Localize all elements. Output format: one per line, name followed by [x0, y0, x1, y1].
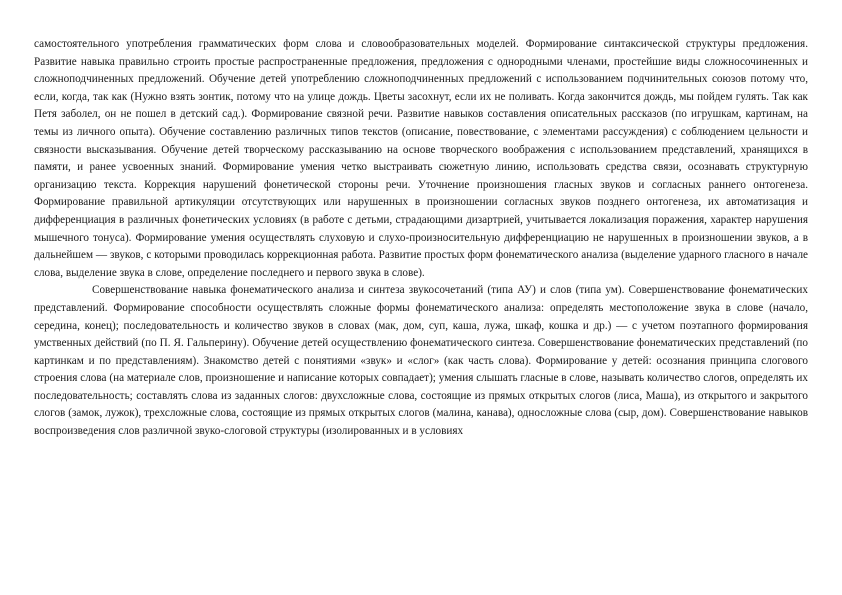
paragraph-1: самостоятельного употребления грамматических форм слова и словообразовательных моделей. Формирование синтаксической структуры предложения. Развитие навыка правильно строить простые распространенные предложения, предложения с однородными членами, простейшие виды сложносочиненных и сложноподчиненных предложений. Обучение детей употреблению сложноподчиненных предложений с использованием подчинительных союзов потому что, если, когда, так как (Нужно взять зонтик, потому что на улице дождь. Цветы засохнут, если их не поливать. Когда закончится дождь, мы пойдем гулять. Так как Петя заболел, он не пошел в детский сад.). Формирование связной речи. Развитие навыков составления описательных рассказов (по игрушкам, картинам, на темы из личного опыта). Обучение составлению различных типов текстов (описание, повествование, с элементами рассуждения) с соблюдением цельности и связности высказывания. Обучение детей творческому рассказыванию на основе творческого воображения с использованием представлений, хранящихся в памяти, и ранее усвоенных знаний. Формирование умения четко выстраивать сюжетную линию, использовать средства связи, осознавать структурную организацию текста. Коррекция нарушений фонетической стороны речи. Уточнение произношения гласных звуков и согласных раннего онтогенеза. Формирование правильной артикуляции отсутствующих или нарушенных в произношении согласных звуков позднего онтогенеза, их автоматизация и дифференциация в различных фонетических условиях (в работе с детьми, страдающими дизартрией, учитывается локализация поражения, характер нарушения мышечного тонуса). Формирование умения осуществлять слуховую и слухо-произносительную дифференциацию не нарушенных в произношении звуков, а в дальнейшем — звуков, с которыми проводилась коррекционная работа. Развитие простых форм фонематического анализа (выделение ударного гласного в начале слова, выделение звука в слове, определение последнего и первого звука в слове). — [34, 38, 808, 279]
document-page — [34, 36, 808, 441]
paragraph-2: Совершенствование навыка фонематического анализа и синтеза звукосочетаний (типа АУ) и слов (типа ум). Совершенствование фонематических представлений. Формирование способности осуществлять сложные формы фонематического анализа: определять местоположение звука в слове (начало, середина, конец); последовательность и количество звуков в словах (мак, дом, суп, каша, лужа, шкаф, кошка и др.) — с учетом поэтапного формирования умственных действий (по П. Я. Гальперину). Обучение детей осуществлению фонематического синтеза. Совершенствование фонематических представлений (по картинкам и по представлениям). Знакомство детей с понятиями «звук» и «слог» (как часть слова). Формирование у детей: осознания принципа слогового строения слова (на материале слов, произношение и написание которых совпадает); умения слышать гласные в слове, называть количество слогов, определять их последовательность; составлять слова из заданных слогов: двухсложные слова, состоящие из прямых открытых слогов (лиса, Маша), из открытого и закрытого слогов (замок, лужок), трехсложные слова, состоящие из прямых открытых слогов (малина, канава), односложные слова (сыр, дом). Совершенствование навыков воспроизведения слов различной звуко-слоговой структуры (изолированных и в условиях — [34, 284, 808, 438]
